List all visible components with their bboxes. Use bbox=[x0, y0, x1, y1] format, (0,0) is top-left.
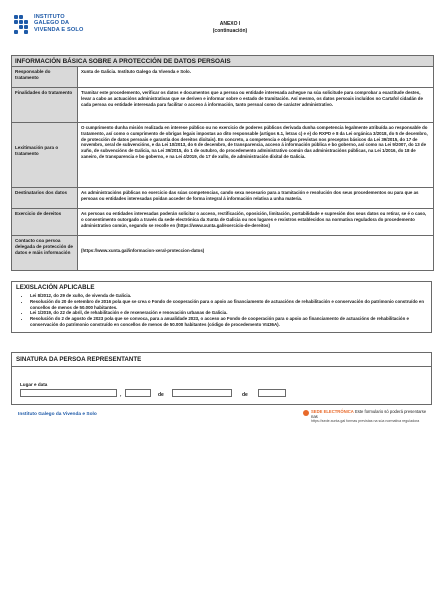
sede-line-1 bbox=[311, 409, 433, 419]
list-item: • Resolución do 20 de setembro de 2016 pola que se crea o Fondo de cooperación para o apoio ao financiamento de actuacións de rehabilitación e conservación do patrimonio construído en concellos de menos de 50.000 habitantes. bbox=[30, 299, 427, 311]
annex-subtitle: (continuación) bbox=[212, 28, 248, 34]
logo-line-1: INSTITUTO bbox=[34, 14, 65, 20]
signature-section bbox=[11, 352, 432, 405]
sede-line-1-text: Este formulario só poderá presentarse nas bbox=[311, 409, 427, 419]
de-separator: de bbox=[158, 392, 164, 398]
footer-sede-notice bbox=[303, 409, 433, 424]
legislation-section bbox=[11, 281, 432, 333]
day-field[interactable] bbox=[125, 389, 151, 397]
year-field[interactable] bbox=[258, 389, 286, 397]
footer-institute-name: Instituto Galego da Vivenda e Solo bbox=[18, 412, 97, 417]
table-row bbox=[12, 66, 433, 87]
row-label: Lexitimación para o tratamento bbox=[12, 123, 77, 187]
annex-title: ANEXO I bbox=[219, 21, 241, 27]
table-row bbox=[12, 235, 433, 270]
month-field[interactable] bbox=[172, 389, 232, 397]
row-label: Responsable do tratamento bbox=[12, 67, 77, 87]
logo-line-3: VIVENDA E SOLO bbox=[34, 26, 84, 33]
row-label: Destinatarios dos datos bbox=[12, 188, 77, 208]
list-item: • Lei 8/2012, do 29 de xuño, de vivenda de Galicia. bbox=[30, 293, 427, 299]
sede-electronica-label: SEDE ELECTRÓNICA bbox=[311, 409, 354, 414]
row-value[interactable] bbox=[77, 236, 433, 270]
comma-separator: , bbox=[120, 392, 122, 398]
table-row bbox=[12, 87, 433, 122]
row-label: Finalidades do tratamento bbox=[12, 88, 77, 122]
privacy-info-link[interactable]: (https://www.xunta.gal/informacion-xeral-proteccion-datos) bbox=[81, 248, 205, 253]
institute-logo-mark bbox=[14, 15, 30, 34]
row-value: As persoas ou entidades interesadas poderán solicitar o acceso, rectificación, oposición, limitación, portabilidade e supresión dos seus datos ou retirar, se é o caso, o consentimento outorgado a través da sede electrónica da Xunta de Galicia ou nos lugares e rexistros establecidos na normativa reguladora do procedemento administrativo común, segundo se recolle en (https://www.xunta.gal/exercicio-de-dereitos) bbox=[77, 209, 433, 235]
row-label: Exercicio de dereitos bbox=[12, 209, 77, 235]
legislation-list bbox=[16, 293, 427, 328]
row-value: O cumprimento dunha misión realizada en interese público ou no exercicio de poderes públicos derivada dunha competencia legalmente atribuída ao responsable do tratamento, así como o cumprimento de obrigas legais impostas ao dito responsable (artigos 6.1, letras c) e e) do RXPD e 8 da Lei orgánica 3/2018, do 5 de decembro, de protección de datos persoais e garantía dos dereitos dixitais). En concreto, a competencia e obrigas previstas nos preceptos básicos da Lei 39/2015, do 17 de novembro, xeral de subvencións, e da Lei 10/2013, do 6 de decembro, de transparencia, acceso á información pública e bo goberno, así como na Lei 9/2007, do 13 de xuño, de subvencións de Galicia, na Lei 39/2015, do 1 de outubro, do procedemento administrativo común das administracións públicas, na Lei 1/2016, do 18 de xaneiro, de transparencia e bo goberno, e na Lei 4/2019, do 17 de xullo, de administración dixital de Galicia. bbox=[77, 123, 433, 187]
data-protection-table bbox=[11, 55, 434, 271]
sede-line-2 bbox=[311, 419, 433, 424]
institute-logo bbox=[14, 14, 83, 34]
sede-url-link[interactable]: https://sede.xunta.gal bbox=[311, 419, 346, 423]
row-value: Xunta de Galicia. Instituto Galego da Vivenda e Solo. bbox=[77, 67, 433, 87]
list-item: • Lei 1/2019, do 22 de abril, de rehabilitación e de rexeneración e renovación urbanas de Galicia. bbox=[30, 310, 427, 316]
data-protection-title: INFORMACIÓN BÁSICA SOBRE A PROTECCIÓN DE DATOS PERSOAIS bbox=[12, 56, 433, 66]
place-field[interactable] bbox=[20, 389, 117, 397]
annex-heading bbox=[170, 21, 290, 35]
table-row bbox=[12, 208, 433, 235]
sede-electronica-icon bbox=[303, 410, 309, 416]
de-separator: de bbox=[242, 392, 248, 398]
logo-line-2: GALEGO DA bbox=[34, 20, 70, 27]
place-date-label: Lugar e data bbox=[20, 382, 48, 387]
legislation-title: LEXISLACIÓN APLICABLE bbox=[16, 284, 95, 291]
table-row bbox=[12, 187, 433, 208]
sede-line-2-text: formas previstas na súa normativa reguladora bbox=[346, 419, 420, 423]
list-item: • Resolución do 2 de agosto de 2023 pola que se convoca, para a anualidade 2023, o acceso ao Fondo de cooperación para o apoio ao financiamento de actuacións de rehabilitación e conservación do patrimonio construído en concellos de menos de 50.000 habitantes (código de procedemento VI436A). bbox=[30, 316, 427, 328]
signature-title: SINATURA DA PERSOA REPRESENTANTE bbox=[12, 353, 431, 367]
row-value: Tramitar este procedemento, verificar os datos e documentos que a persoa ou entidade interesada achegue na súa solicitude para comprobar a exactitude destes, levar a cabo as actuacións administrativas que se deriven e informar sobre o estado de tramitación. Así mesmo, os datos persoais incluídos no Cartafol cidadán de cada persoa ou entidade interesada para facilitar o acceso á información, tanto persoal como de carácter administrativo. bbox=[77, 88, 433, 122]
row-value: As administracións públicas no exercicio das súas competencias, cando sexa necesario para a tramitación e resolución dos seus procedementos ou para que as persoas ou entidades interesadas poidan acceder de forma integral á información relativa a unha materia. bbox=[77, 188, 433, 208]
table-row bbox=[12, 122, 433, 187]
row-label: Contacto coa persoa delegada de protección de datos e máis información bbox=[12, 236, 77, 270]
institute-logo-text bbox=[34, 14, 83, 33]
